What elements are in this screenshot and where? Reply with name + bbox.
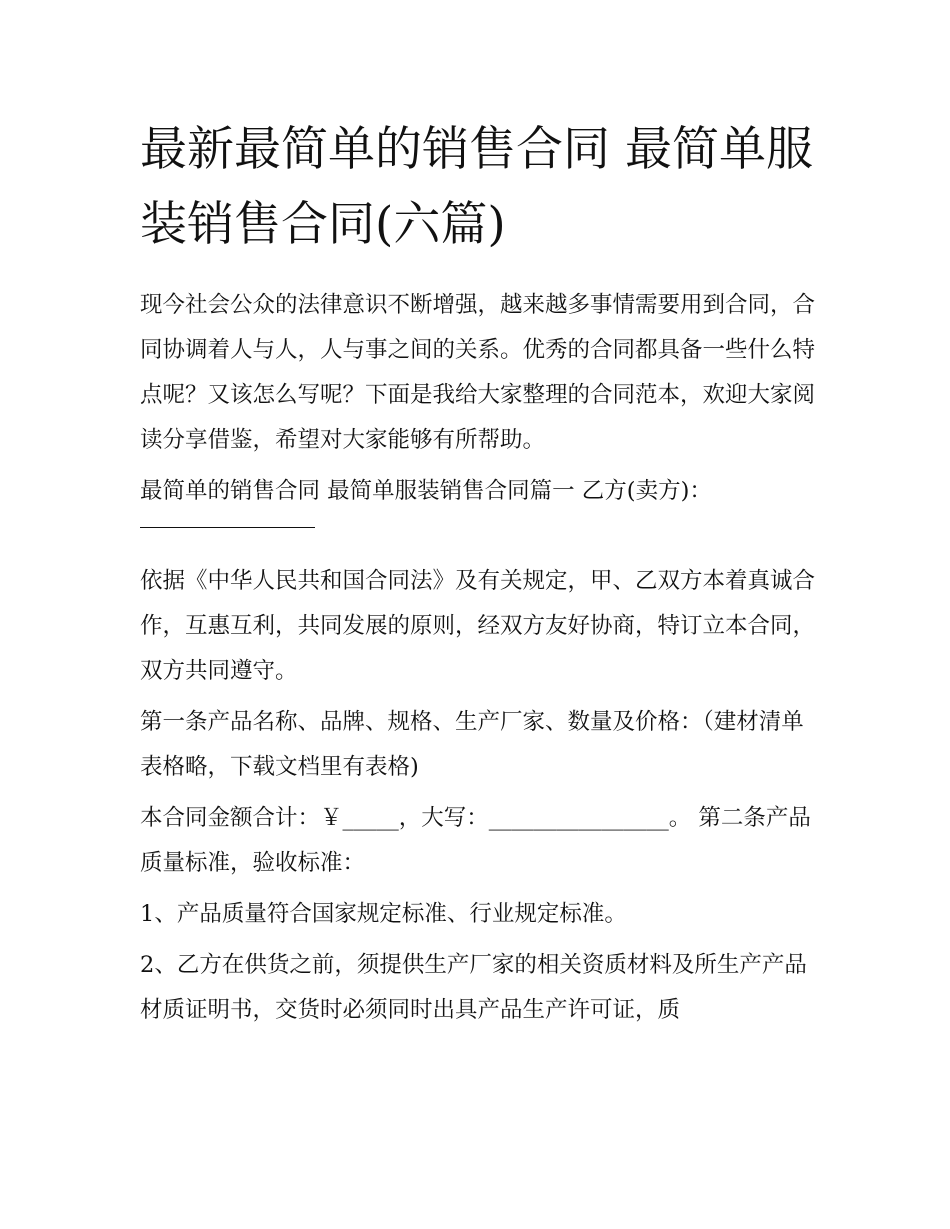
amount-paragraph: 本合同金额合计：￥_____，大写：________________。 第二条产品质量标准，验收标准： [140,805,811,876]
document-title: 最新最简单的销售合同 最简单服装销售合同(六篇) [140,122,813,252]
article-one-paragraph: 第一条产品名称、品牌、规格、生产厂家、数量及价格：（建材清单表格略，下载文档里有表格) [140,709,804,780]
list-item-1: 1、产品质量符合国家规定标准、行业规定标准。 [140,901,627,927]
list-item-2: 2、乙方在供货之前，须提供生产厂家的相关资质材料及所生产产品材质证明书，交货时必须同时出具产品生产许可证，质 [140,952,807,1023]
basis-paragraph: 依据《中华人民共和国合同法》及有关规定，甲、乙双方本着真诚合作，互惠互利，共同发展的原则，经双方友好协商，特订立本合同，双方共同遵守。 [140,568,816,684]
document-body [140,283,820,1039]
seller-signature-blank [140,517,820,553]
section-heading-line: 最简单的销售合同 最简单服装销售合同篇一 乙方(卖方)： [140,478,712,504]
intro-paragraph: 现今社会公众的法律意识不断增强，越来越多事情需要用到合同，合同协调着人与人，人与事之间的关系。优秀的合同都具备一些什么特点呢？又该怎么写呢？下面是我给大家整理的合同范本，欢迎大家阅读分享借鉴，希望对大家能够有所帮助。 [140,292,816,453]
blank-underline [140,527,315,528]
